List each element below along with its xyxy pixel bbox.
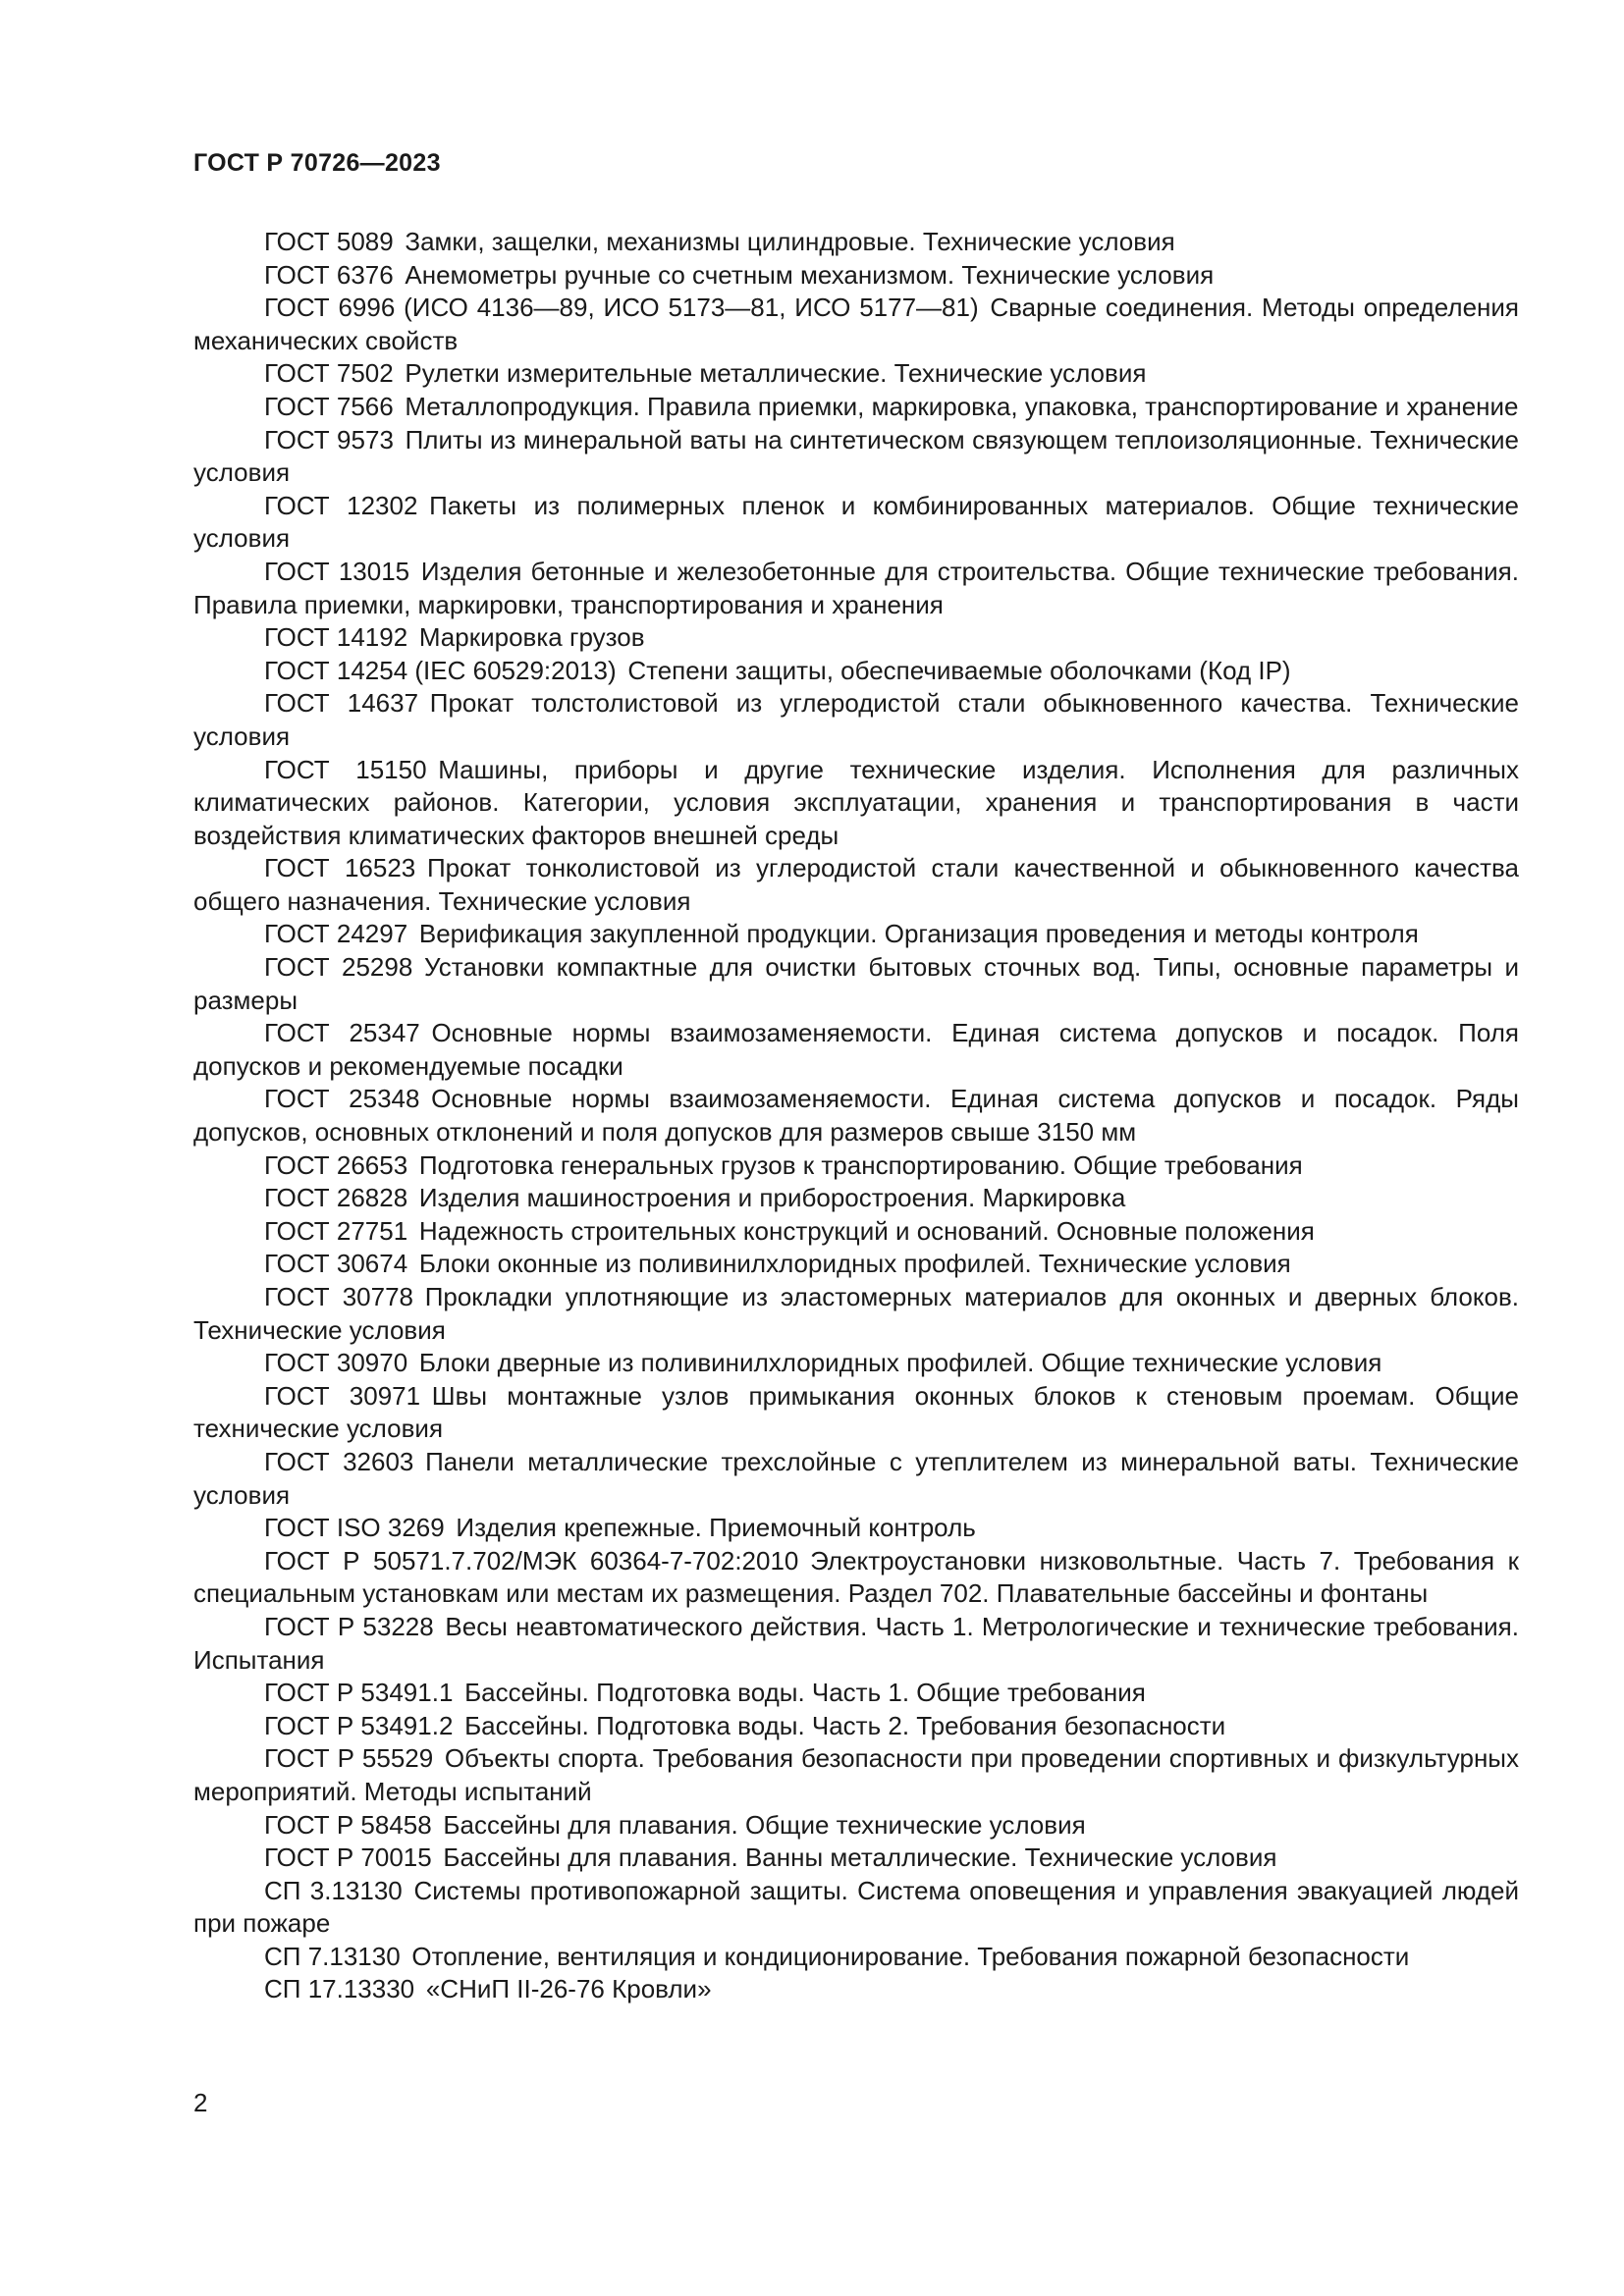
reference-code: ГОСТ Р 53228 (264, 1611, 434, 1641)
reference-code: ГОСТ Р 58458 (264, 1809, 432, 1840)
reference-code: ГОСТ Р 55529 (264, 1743, 434, 1774)
reference-item (193, 259, 1519, 293)
reference-item (193, 424, 1519, 490)
reference-code: ГОСТ 30971 (264, 1380, 421, 1411)
reference-item (193, 1742, 1519, 1808)
reference-code: ГОСТ 7566 (264, 391, 394, 421)
reference-title: Бассейны. Подготовка воды. Часть 2. Требования безопасности (464, 1710, 1226, 1740)
reference-title: Установки компактные для очистки бытовых сточных вод. Типы, основные параметры и размеры (193, 952, 1519, 1015)
reference-item (193, 357, 1519, 391)
reference-title: Изделия машиностроения и приборостроения. Маркировка (418, 1183, 1126, 1213)
reference-title: Блоки оконные из поливинилхлоридных профилей. Технические условия (418, 1249, 1291, 1279)
reference-code: ГОСТ 24297 (264, 919, 408, 949)
reference-title: Анемометры ручные со счетным механизмом. Технические условия (405, 259, 1215, 290)
reference-title: Замки, защелки, механизмы цилиндровые. Технические условия (405, 227, 1175, 256)
reference-item (193, 556, 1519, 621)
reference-item (193, 1347, 1519, 1380)
reference-item (193, 1611, 1519, 1677)
reference-code: ГОСТ Р 70015 (264, 1842, 432, 1873)
reference-code: ГОСТ 30970 (264, 1348, 408, 1378)
reference-item (193, 852, 1519, 918)
reference-title: Панели металлические трехслойные с утеплителем из минеральной ваты. Технические условия (193, 1446, 1519, 1510)
reference-title: Блоки дверные из поливинилхлоридных профилей. Общие технические условия (418, 1348, 1382, 1378)
reference-item (193, 1710, 1519, 1743)
reference-code: ГОСТ 14254 (IEC 60529:2013) (264, 655, 617, 685)
reference-code: СП 17.13330 (264, 1974, 415, 2004)
reference-title: Прокладки уплотняющие из эластомерных материалов для оконных и дверных блоков. Технические условия (193, 1282, 1520, 1345)
reference-item (193, 621, 1519, 655)
reference-code: ГОСТ 13015 (264, 556, 410, 586)
reference-code: ГОСТ 25347 (264, 1018, 420, 1048)
normative-references-list (193, 226, 1519, 2006)
reference-item (193, 754, 1519, 853)
reference-code: ГОСТ 6376 (264, 259, 394, 290)
reference-title: Машины, приборы и другие технические изделия. Исполнения для различных климатических районов. Категории, условия эксплуатации, хранения и транспортирования в части воздействия климатических факторов внешней среды (193, 754, 1519, 850)
reference-title: Бассейны. Подготовка воды. Часть 1. Общие требования (464, 1678, 1146, 1708)
reference-item (193, 1380, 1519, 1446)
reference-code: ГОСТ 25298 (264, 952, 413, 983)
reference-code: ГОСТ 16523 (264, 853, 416, 883)
reference-item (193, 1941, 1519, 1974)
reference-item (193, 951, 1519, 1017)
reference-item (193, 391, 1519, 424)
reference-item (193, 1446, 1519, 1512)
reference-item (193, 655, 1519, 688)
reference-item (193, 918, 1519, 951)
reference-title: Основные нормы взаимозаменяемости. Единая система допусков и посадок. Поля допусков и рекомендуемые посадки (193, 1018, 1519, 1081)
reference-code: ГОСТ 32603 (264, 1446, 414, 1476)
reference-title: Плиты из минеральной ваты на синтетическом связующем теплоизоляционные. Технические условия (193, 424, 1519, 488)
reference-code: ГОСТ Р 53491.2 (264, 1710, 454, 1740)
reference-item (193, 1281, 1519, 1347)
reference-title: Сварные соединения. Методы определения механических свойств (193, 293, 1519, 355)
reference-code: СП 7.13130 (264, 1941, 401, 1971)
reference-code: ГОСТ 14637 (264, 688, 419, 719)
reference-item (193, 1215, 1519, 1249)
document-code-header: ГОСТ Р 70726—2023 (193, 149, 441, 177)
reference-title: Электроустановки низковольтные. Часть 7. Требования к специальным установкам или местам их размещения. Раздел 702. Плавательные бассейны и фонтаны (193, 1545, 1519, 1609)
reference-title: Изделия крепежные. Приемочный контроль (456, 1513, 976, 1543)
reference-title: Пакеты из полимерных пленок и комбинированных материалов. Общие технические условия (193, 490, 1519, 554)
reference-code: ГОСТ 5089 (264, 227, 394, 256)
reference-item (193, 1545, 1519, 1611)
reference-item (193, 687, 1519, 753)
reference-code: СП 3.13130 (264, 1875, 403, 1905)
reference-title: Бассейны для плавания. Ванны металлические. Технические условия (443, 1842, 1277, 1873)
reference-code: ГОСТ ISO 3269 (264, 1513, 445, 1543)
reference-title: Бассейны для плавания. Общие технические условия (443, 1809, 1086, 1840)
reference-title: Основные нормы взаимозаменяемости. Единая система допусков и посадок. Ряды допусков, основных отклонений и поля допусков для размеров свыше 3150 мм (193, 1084, 1519, 1148)
reference-code: ГОСТ 9573 (264, 424, 394, 454)
page-number: 2 (193, 2088, 208, 2117)
reference-title: Рулетки измерительные металлические. Технические условия (405, 358, 1147, 389)
reference-item (193, 1248, 1519, 1281)
reference-item (193, 1842, 1519, 1875)
reference-title: Отопление, вентиляция и кондиционирование. Требования пожарной безопасности (411, 1941, 1410, 1971)
reference-item (193, 292, 1519, 357)
reference-title: Системы противопожарной защиты. Система оповещения и управления эвакуацией людей при пожаре (193, 1875, 1520, 1939)
reference-item (193, 1149, 1519, 1183)
reference-item (193, 226, 1519, 259)
reference-title: Маркировка грузов (418, 622, 645, 653)
reference-code: ГОСТ 26828 (264, 1183, 408, 1213)
reference-title: Весы неавтоматического действия. Часть 1. Метрологические и технические требования. Испытания (193, 1611, 1519, 1675)
reference-item (193, 1809, 1519, 1842)
reference-code: ГОСТ 30674 (264, 1249, 408, 1279)
reference-item (193, 1017, 1519, 1083)
reference-item (193, 1875, 1519, 1941)
reference-title: Объекты спорта. Требования безопасности при проведении спортивных и физкультурных мероприятий. Методы испытаний (193, 1743, 1519, 1806)
reference-title: Степени защиты, обеспечиваемые оболочками (Код IP) (627, 655, 1291, 685)
reference-code: ГОСТ 14192 (264, 622, 408, 653)
reference-code: ГОСТ 7502 (264, 358, 394, 389)
reference-title: Прокат толстолистовой из углеродистой стали обыкновенного качества. Технические условия (193, 688, 1519, 751)
reference-title: Прокат тонколистовой из углеродистой стали качественной и обыкновенного качества общего назначения. Технические условия (193, 853, 1519, 916)
reference-title: Надежность строительных конструкций и оснований. Основные положения (418, 1215, 1315, 1246)
reference-code: ГОСТ 27751 (264, 1215, 408, 1246)
reference-code: ГОСТ 15150 (264, 754, 427, 784)
reference-code: ГОСТ 26653 (264, 1149, 408, 1180)
reference-code: ГОСТ Р 50571.7.702/МЭК 60364-7-702:2010 (264, 1545, 799, 1575)
reference-code: ГОСТ 6996 (ИСО 4136—89, ИСО 5173—81, ИСО 5177—81) (264, 293, 979, 323)
reference-item (193, 1677, 1519, 1710)
reference-code: ГОСТ 30778 (264, 1282, 414, 1311)
reference-title: Подготовка генеральных грузов к транспортированию. Общие требования (418, 1149, 1303, 1180)
reference-code: ГОСТ 25348 (264, 1084, 420, 1114)
reference-code: ГОСТ 12302 (264, 490, 418, 520)
reference-title: «СНиП II-26-76 Кровли» (425, 1974, 712, 2004)
reference-item (193, 1182, 1519, 1215)
reference-title: Верификация закупленной продукции. Организация проведения и методы контроля (418, 919, 1419, 949)
reference-item (193, 1512, 1519, 1545)
reference-item (193, 1083, 1519, 1148)
reference-title: Изделия бетонные и железобетонные для строительства. Общие технические требования. Правила приемки, маркировки, транспортирования и хранения (193, 556, 1519, 619)
reference-title: Металлопродукция. Правила приемки, маркировка, упаковка, транспортирование и хранение (405, 391, 1519, 421)
reference-item (193, 490, 1519, 556)
reference-item (193, 1973, 1519, 2006)
reference-code: ГОСТ Р 53491.1 (264, 1678, 454, 1708)
reference-title: Швы монтажные узлов примыкания оконных блоков к стеновым проемам. Общие технические условия (193, 1380, 1519, 1444)
